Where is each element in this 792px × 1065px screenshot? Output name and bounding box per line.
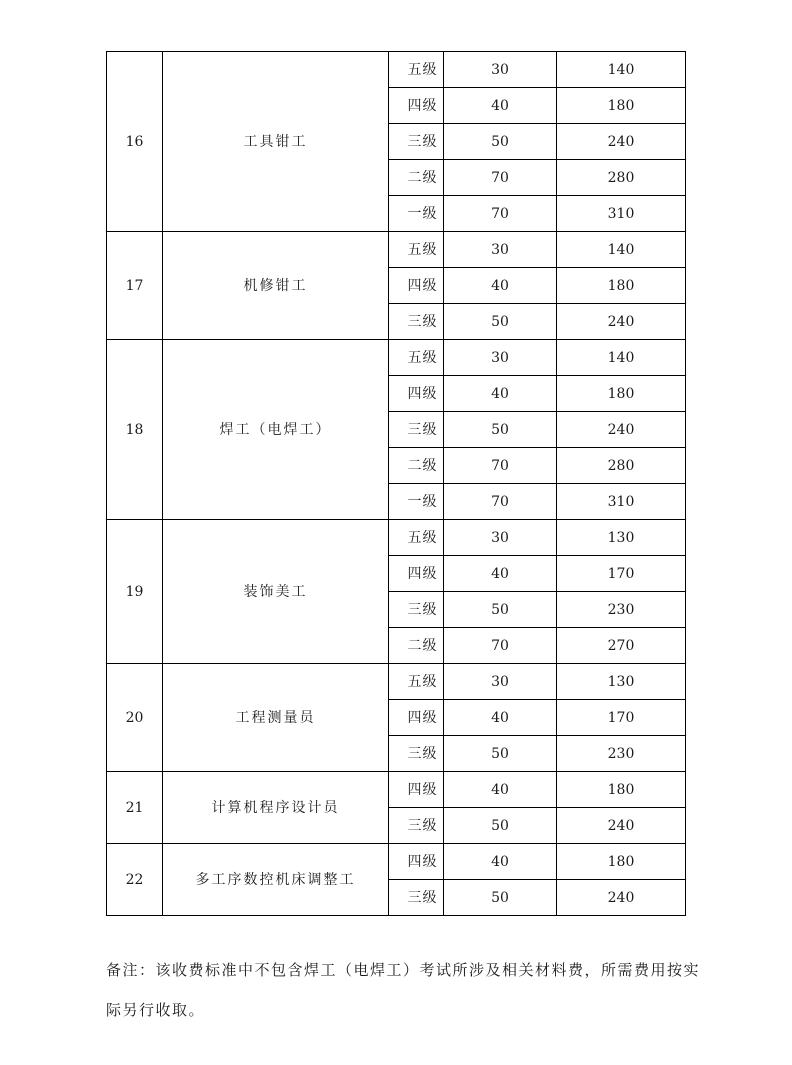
skill-level: 五级	[389, 520, 444, 556]
footnote-line-1: 备注：该收费标准中不包含焊工（电焊工）考试所涉及相关材料费，所需费用按实	[106, 961, 701, 979]
fee-value-a: 30	[444, 340, 557, 376]
fee-value-a: 40	[444, 844, 557, 880]
fee-value-b: 240	[557, 124, 686, 160]
fee-value-b: 310	[557, 484, 686, 520]
fee-value-a: 70	[444, 628, 557, 664]
table-row	[107, 520, 686, 556]
fee-value-b: 180	[557, 268, 686, 304]
fee-value-b: 240	[557, 412, 686, 448]
occupation-number: 18	[107, 340, 163, 520]
fee-value-a: 50	[444, 304, 557, 340]
fee-value-a: 50	[444, 412, 557, 448]
skill-level: 三级	[389, 304, 444, 340]
fee-value-a: 40	[444, 268, 557, 304]
skill-level: 五级	[389, 340, 444, 376]
skill-level: 一级	[389, 196, 444, 232]
skill-level: 三级	[389, 592, 444, 628]
fee-value-b: 240	[557, 808, 686, 844]
occupation-name: 装饰美工	[163, 520, 389, 664]
fee-value-b: 280	[557, 448, 686, 484]
fee-value-b: 140	[557, 52, 686, 88]
occupation-number: 21	[107, 772, 163, 844]
occupation-name: 工具钳工	[163, 52, 389, 232]
table-row	[107, 340, 686, 376]
fee-value-b: 240	[557, 880, 686, 916]
skill-level: 四级	[389, 556, 444, 592]
fee-value-a: 30	[444, 232, 557, 268]
fee-table	[106, 51, 686, 916]
fee-value-b: 270	[557, 628, 686, 664]
footnote	[106, 950, 701, 1030]
occupation-number: 17	[107, 232, 163, 340]
fee-value-b: 170	[557, 700, 686, 736]
fee-value-a: 70	[444, 448, 557, 484]
skill-level: 三级	[389, 124, 444, 160]
fee-value-b: 130	[557, 664, 686, 700]
fee-value-a: 50	[444, 592, 557, 628]
fee-value-b: 180	[557, 772, 686, 808]
fee-value-b: 180	[557, 844, 686, 880]
skill-level: 一级	[389, 484, 444, 520]
fee-value-b: 230	[557, 736, 686, 772]
skill-level: 四级	[389, 844, 444, 880]
fee-value-a: 50	[444, 808, 557, 844]
fee-value-b: 140	[557, 340, 686, 376]
skill-level: 二级	[389, 628, 444, 664]
table-row	[107, 772, 686, 808]
occupation-name: 机修钳工	[163, 232, 389, 340]
skill-level: 五级	[389, 232, 444, 268]
fee-value-b: 140	[557, 232, 686, 268]
skill-level: 三级	[389, 736, 444, 772]
skill-level: 四级	[389, 268, 444, 304]
skill-level: 五级	[389, 52, 444, 88]
occupation-number: 16	[107, 52, 163, 232]
occupation-name: 多工序数控机床调整工	[163, 844, 389, 916]
fee-value-a: 50	[444, 124, 557, 160]
fee-value-b: 130	[557, 520, 686, 556]
skill-level: 四级	[389, 700, 444, 736]
fee-value-b: 240	[557, 304, 686, 340]
fee-value-b: 180	[557, 88, 686, 124]
fee-value-a: 70	[444, 484, 557, 520]
skill-level: 三级	[389, 808, 444, 844]
fee-value-a: 40	[444, 556, 557, 592]
footnote-line-2: 际另行收取。	[106, 1001, 206, 1019]
skill-level: 四级	[389, 376, 444, 412]
fee-value-a: 50	[444, 880, 557, 916]
fee-value-a: 30	[444, 520, 557, 556]
fee-table-body	[107, 52, 686, 916]
skill-level: 五级	[389, 664, 444, 700]
occupation-name: 焊工（电焊工）	[163, 340, 389, 520]
occupation-number: 22	[107, 844, 163, 916]
fee-value-a: 40	[444, 700, 557, 736]
fee-value-a: 40	[444, 772, 557, 808]
table-row	[107, 52, 686, 88]
skill-level: 二级	[389, 448, 444, 484]
fee-value-b: 170	[557, 556, 686, 592]
fee-value-a: 30	[444, 664, 557, 700]
fee-value-b: 180	[557, 376, 686, 412]
occupation-name: 计算机程序设计员	[163, 772, 389, 844]
fee-value-a: 70	[444, 196, 557, 232]
skill-level: 三级	[389, 412, 444, 448]
fee-value-a: 40	[444, 376, 557, 412]
skill-level: 四级	[389, 88, 444, 124]
skill-level: 四级	[389, 772, 444, 808]
fee-value-a: 40	[444, 88, 557, 124]
fee-value-a: 30	[444, 52, 557, 88]
occupation-number: 19	[107, 520, 163, 664]
fee-value-b: 310	[557, 196, 686, 232]
table-row	[107, 664, 686, 700]
table-row	[107, 232, 686, 268]
fee-value-a: 50	[444, 736, 557, 772]
skill-level: 三级	[389, 880, 444, 916]
fee-value-b: 230	[557, 592, 686, 628]
fee-value-a: 70	[444, 160, 557, 196]
fee-value-b: 280	[557, 160, 686, 196]
occupation-name: 工程测量员	[163, 664, 389, 772]
occupation-number: 20	[107, 664, 163, 772]
table-row	[107, 844, 686, 880]
skill-level: 二级	[389, 160, 444, 196]
